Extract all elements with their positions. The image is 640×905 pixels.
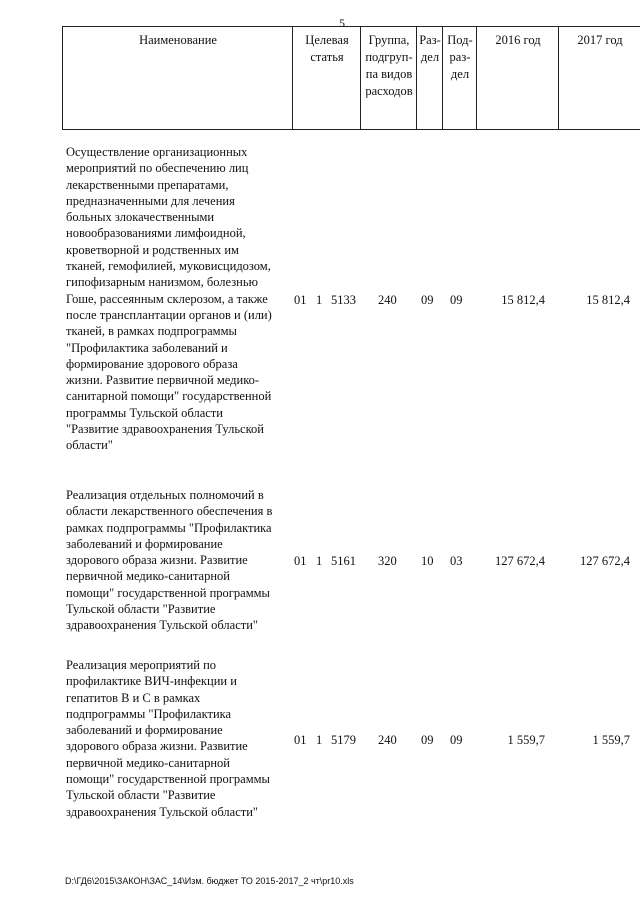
header-target-line-1: Целевая bbox=[305, 33, 349, 47]
header-2017 bbox=[558, 26, 640, 129]
header-subsection-line-1: Под- bbox=[447, 33, 473, 47]
header-2017-text: 2017 год bbox=[577, 33, 623, 47]
row-name-line: "Развитие здравоохранения Тульской bbox=[66, 422, 264, 437]
row-target-b: 1 bbox=[316, 733, 323, 747]
row-name-line: подпрограммы "Профилактика bbox=[66, 706, 232, 721]
row-name-line: Реализация мероприятий по bbox=[66, 658, 217, 672]
file-path-footer: D:\ГД6\2015\ЗАКОН\ЗАС_14\Изм. бюджет ТО 2015-2017_2 чт\pr10.xls bbox=[65, 876, 354, 886]
header-2016-text: 2016 год bbox=[495, 33, 541, 47]
row-name-line: гипофизарным нанизмом, болезнью bbox=[66, 275, 258, 290]
row-name-line: гепатитов В и С в рамках bbox=[66, 690, 201, 705]
row-name-line: после трансплантации органов и (или) bbox=[66, 307, 272, 322]
row-name-line: здравоохранения Тульской области" bbox=[66, 618, 259, 633]
header-section bbox=[416, 26, 443, 129]
row-target-c: 5133 bbox=[331, 293, 356, 307]
row-name-line: лекарственными препаратами, bbox=[66, 177, 229, 192]
row-name-line: области" bbox=[66, 438, 113, 453]
row-name-line: санитарной помощи" государственной bbox=[66, 389, 272, 404]
row-name bbox=[66, 487, 292, 634]
row-name-line: программы Тульской области bbox=[66, 405, 223, 420]
header-bottom-rule bbox=[62, 129, 640, 130]
row-target-b: 1 bbox=[316, 554, 323, 568]
row-subsection: 09 bbox=[450, 293, 463, 307]
header-name bbox=[62, 26, 293, 129]
header-group bbox=[360, 26, 417, 129]
row-target-c: 5179 bbox=[331, 733, 356, 747]
row-name-line: здравоохранения Тульской области" bbox=[66, 804, 259, 819]
row-name-line: заболеваний и формирование bbox=[66, 723, 223, 738]
header-subsection-line-2: раз- bbox=[449, 50, 471, 64]
row-name-line: новообразованиями лимфоидной, bbox=[66, 226, 246, 241]
header-group-line-4: расходов bbox=[365, 84, 413, 98]
row-name-line: тканей, в рамках подпрограммы bbox=[66, 324, 237, 339]
row-name-line: больных злокачественными bbox=[66, 210, 215, 225]
row-name-line: первичной медико-санитарной bbox=[66, 755, 230, 770]
row-name-line: Гоше, рассеянным склерозом, а также bbox=[66, 291, 268, 306]
header-2016 bbox=[476, 26, 559, 129]
row-name-line: предназначенными для лечения bbox=[66, 193, 235, 208]
row-target-b: 1 bbox=[316, 293, 323, 307]
row-name-line: области лекарственного обеспечения в bbox=[66, 504, 273, 519]
row-name-line: первичной медико-санитарной bbox=[66, 569, 230, 584]
row-name-line: Тульской области "Развитие bbox=[66, 602, 216, 617]
header-target-line-2: статья bbox=[310, 50, 344, 64]
header-group-line-2: подгруп- bbox=[365, 50, 413, 64]
row-name bbox=[66, 144, 292, 454]
row-section: 09 bbox=[421, 293, 434, 307]
row-2016-value: 127 672,4 bbox=[495, 554, 545, 568]
row-name-line: Осуществление организационных bbox=[66, 145, 248, 159]
header-subsection-line-3: дел bbox=[450, 67, 470, 81]
header-group-line-3: па видов bbox=[365, 67, 413, 81]
row-name-line: профилактике ВИЧ-инфекции и bbox=[66, 674, 237, 689]
row-2017-value: 127 672,4 bbox=[580, 554, 630, 568]
header-target bbox=[292, 26, 361, 129]
row-group: 240 bbox=[378, 293, 397, 307]
row-name-line: Тульской области "Развитие bbox=[66, 788, 216, 803]
row-name-line: здорового образа жизни. Развитие bbox=[66, 553, 248, 568]
row-group: 320 bbox=[378, 554, 397, 568]
row-target-c: 5161 bbox=[331, 554, 356, 568]
row-subsection: 09 bbox=[450, 733, 463, 747]
row-name-line: здорового образа жизни. Развитие bbox=[66, 739, 248, 754]
row-subsection: 03 bbox=[450, 554, 463, 568]
row-name-line: заболеваний и формирование bbox=[66, 536, 223, 551]
header-name-text: Наименование bbox=[139, 33, 217, 47]
header-section-line-1: Раз- bbox=[419, 33, 441, 47]
row-name-line: помощи" государственной программы bbox=[66, 772, 270, 787]
row-2017-value: 15 812,4 bbox=[586, 293, 630, 307]
row-name-line: "Профилактика заболеваний и bbox=[66, 340, 228, 355]
row-2017-value: 1 559,7 bbox=[592, 733, 630, 747]
row-target-a: 01 bbox=[294, 554, 307, 568]
row-name bbox=[66, 657, 292, 820]
row-name-line: жизни. Развитие первичной медико- bbox=[66, 373, 260, 388]
row-name-line: тканей, гемофилией, муковисцидозом, bbox=[66, 259, 271, 274]
row-2016-value: 1 559,7 bbox=[507, 733, 545, 747]
row-2016-value: 15 812,4 bbox=[501, 293, 545, 307]
page-number: 5 bbox=[339, 16, 345, 30]
header-section-line-2: дел bbox=[420, 50, 440, 64]
row-target-a: 01 bbox=[294, 733, 307, 747]
row-name-line: формирование здорового образа bbox=[66, 356, 238, 371]
row-name-line: кроветворной и родственных им bbox=[66, 242, 239, 257]
row-name-line: Реализация отдельных полномочий в bbox=[66, 488, 264, 502]
row-section: 10 bbox=[421, 554, 434, 568]
header-group-line-1: Группа, bbox=[368, 33, 410, 47]
row-target-a: 01 bbox=[294, 293, 307, 307]
row-name-line: мероприятий по обеспечению лиц bbox=[66, 161, 249, 176]
row-name-line: рамках подпрограммы "Профилактика bbox=[66, 520, 272, 535]
row-group: 240 bbox=[378, 733, 397, 747]
header-subsection bbox=[442, 26, 477, 129]
row-section: 09 bbox=[421, 733, 434, 747]
row-name-line: помощи" государственной программы bbox=[66, 585, 270, 600]
